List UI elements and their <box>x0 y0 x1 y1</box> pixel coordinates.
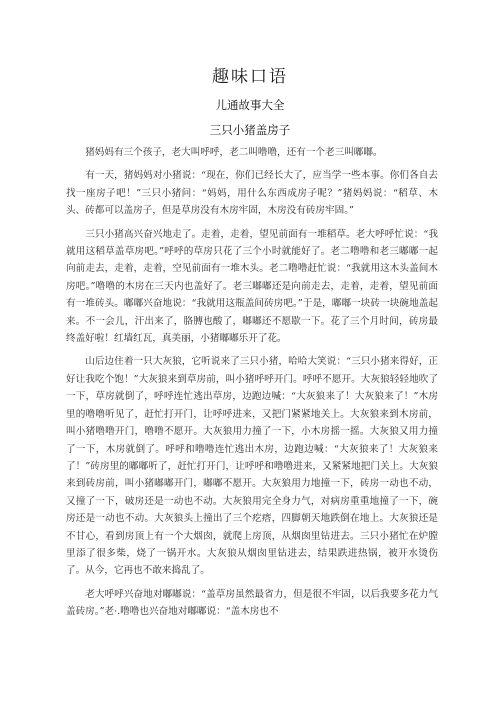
paragraph: 山后边住着一只大灰狼，它听说来了三只小猪，哈哈大笑说：“三只小猪来得好，正好让我吃个饱！”大灰狼来到草房前，叫小猪呼呼开门。呼呼不愿开。大灰狼轻轻地吹了一下，草房就倒了，呼呼连忙逃出草房，边跑边喊：“大灰狼来了！大灰狼来了！”木房里的噜噜听见了，赶忙打开门，让呼呼进来，又把门紧紧地关上。大灰狼来到木房前，叫小猪噜噜开门，噜噜不愿开。大灰狼用力撞了一下，小木房摇一摇。大灰狼又用力撞了一下，木房就倒了。呼呼和噜噜连忙逃出木房，边跑边喊：“大灰狼来了！大灰狼来了！”砖房里的嘟嘟听了，赶忙打开门，让呼呼和噜噜进来，又紧紧地把门关上。大灰狼来到砖房前，叫小猪嘟嘟开门，嘟嘟不愿开。大灰狼用力地撞一下，砖房一动也不动，又撞了一下，破房还是一动也不动。大灰狼用完全身力气，对病房重重地撞了一下，碗房还是一动也不动。大灰狼头上撞出了三个疙瘩，四脚朝天地跌倒在地上。大灰狼还是不甘心，看到房顶上有一个大烟囱，就爬上房顶，从烟囱里钻进去。三只小猪忙在炉膛里添了很多柴，烧了一锅开水。大灰狼从烟囱里钻进去，结果跌进热锅，被开水烫伤了。从今，它再也不敢来捣乱了。 <box>66 356 438 577</box>
paragraph: 猪妈妈有三个孩子，老大叫呼呼，老二叫噜噜，还有一个老三叫嘟嘟。 <box>85 147 383 158</box>
collection-subtitle: 儿通故事大全 <box>215 98 285 112</box>
paragraph: 老大呼呼兴奋地对嘟嘟说：“盖草房虽然最省力，但是很不牢固，以后我要多花力气盖砖房。”老·.噜噜也兴奋地对嘟嘟说：“盖木房也不 <box>66 588 438 618</box>
paragraph: 有一天，猪妈妈对小猪说：“现在，你们已经长大了，应当学一些本事。你们各自去找一座房子吧！”三只小猪问：“妈妈，用什么东西成房子呢？”猪妈妈说：“稻草、木头、砖都可以盖房子，但是草房没有木房牢固，木房没有砖房牢固。” <box>66 170 438 217</box>
story-title: 三只小猪盖房子 <box>209 123 291 137</box>
page-title: 趣味口语 <box>212 67 288 87</box>
paragraph: 三只小猪高兴奋兴地走了。走着，走着，望见前面有一堆稻草。老大呼呼忙说：“我就用这稻草盖草房吧。”呼呼的草房只花了三个小时就能好了。老二噜噜和老三嘟嘟一起向前走去，走着，走着，空见前面有一堆木头。老二噜噜赶忙说：“我就用这木头盖间木房吧。”噜噜的木房在三天内也盖好了。老三嘟嘟还是向前走去，走着，走着，望见前面有一堆砖头。嘟嘟兴奋地说：“我就用这瓶盖间砖房吧。”于是，嘟嘟一块砖一块碗地盖起来。不一会儿，汗出来了，胳膊也酸了，嘟嘟还不愿歇一下。花了三个月时间，砖房最终盖好啦！红墙红瓦，真美丽，小猪嘟嘟乐开了花。 <box>66 228 438 345</box>
story-body <box>66 144 438 627</box>
